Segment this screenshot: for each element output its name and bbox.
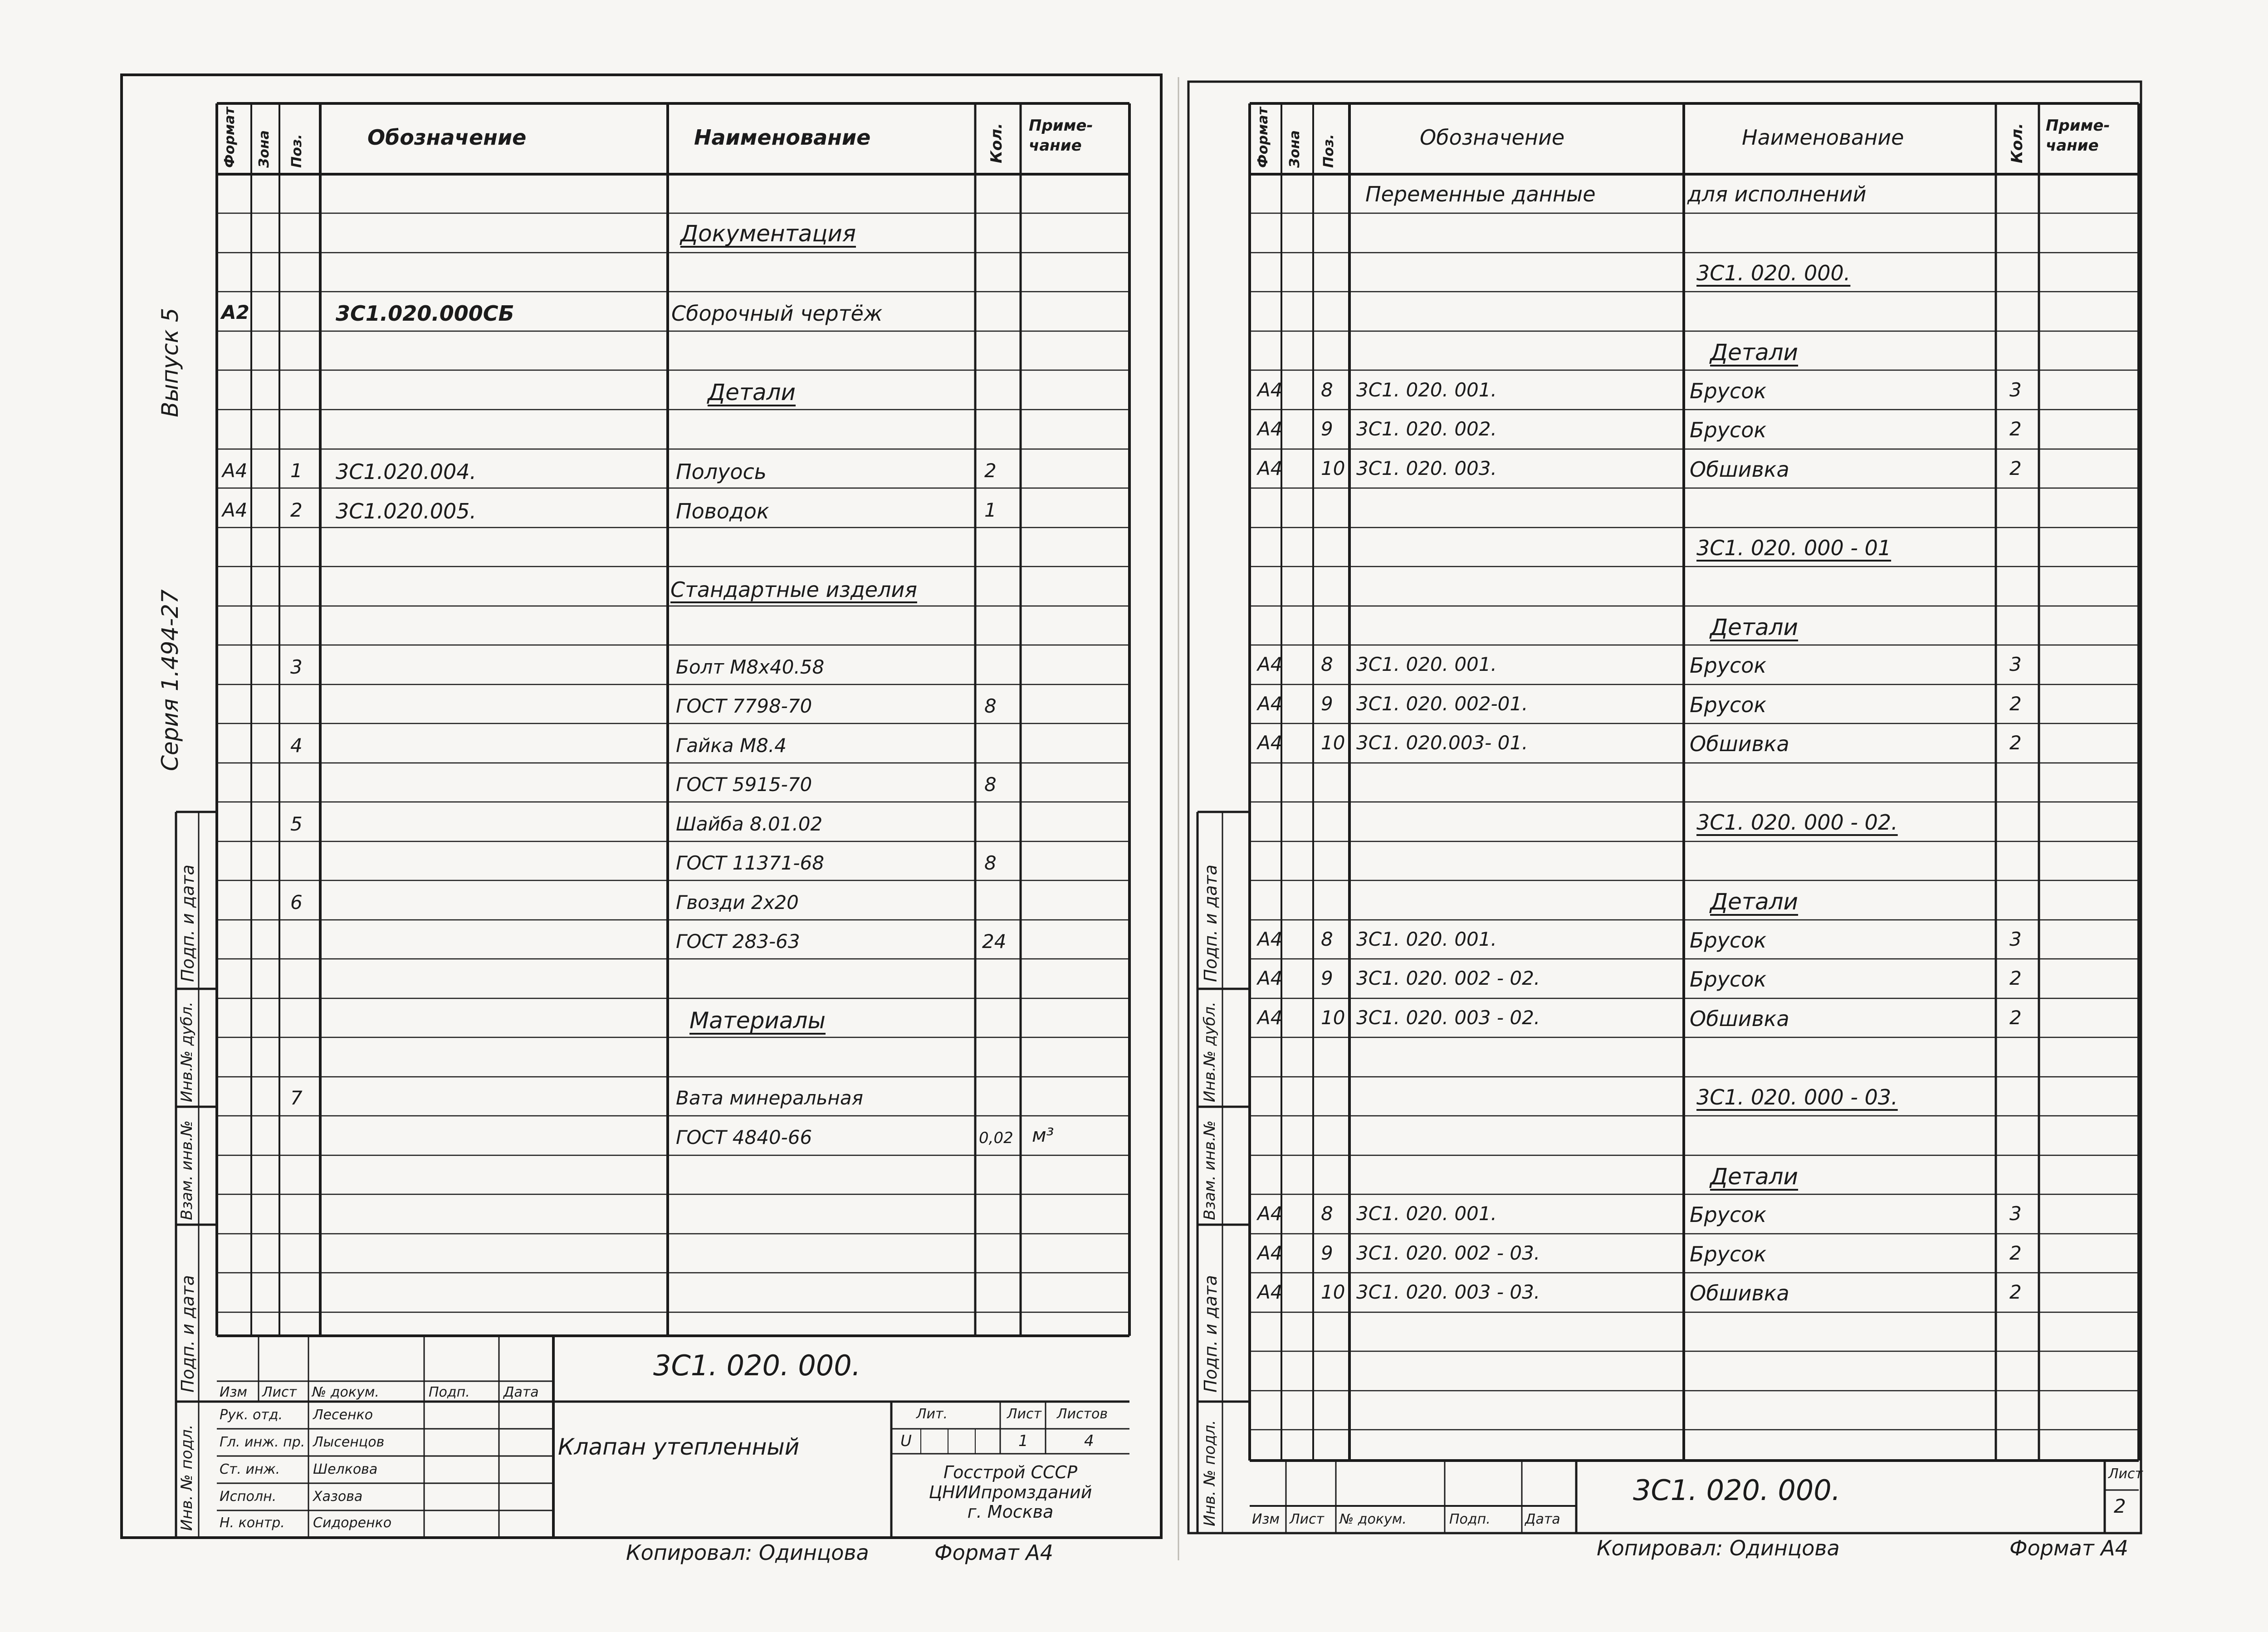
right-group-3-row-1-pos: 8: [1321, 928, 1333, 950]
left-sign-4-name: Хазова: [313, 1489, 363, 1505]
left-std-7-pos: 6: [290, 891, 303, 914]
right-group-3-row-3-pos: 10: [1321, 1006, 1345, 1029]
right-group-2-row-2-pos: 9: [1321, 692, 1333, 715]
left-title-doc-number: 3С1. 020. 000.: [653, 1349, 861, 1382]
left-side-label-1: Подп. и дата: [178, 865, 198, 982]
left-std-2-name: ГОСТ 7798-70: [676, 695, 812, 717]
left-std-1-name: Болт М8х40.58: [676, 656, 825, 678]
left-header-note: Приме- чание: [1029, 117, 1093, 155]
right-sheet-border: [1188, 82, 2141, 1533]
left-mat-2-note: м³: [1032, 1124, 1054, 1146]
left-margin-series: Серия 1.494-27: [157, 589, 183, 771]
right-group-3-row-2-designation: 3С1. 020. 002 - 02.: [1356, 967, 1540, 989]
right-group-4-row-3-format: А4: [1257, 1281, 1283, 1303]
left-detail-2-name: Поводок: [676, 499, 769, 523]
left-std-8-qty: 24: [982, 930, 1007, 953]
left-sign-2-role: Гл. инж. пр.: [220, 1434, 305, 1450]
left-detail-2-qty: 1: [984, 499, 997, 521]
right-group-1-section: Детали: [1710, 339, 1799, 366]
right-change-h5: Дата: [1525, 1511, 1560, 1527]
right-group-1-row-2-designation: 3С1. 020. 002.: [1356, 418, 1497, 440]
right-side-label-3: Взам. инв.№: [1201, 1120, 1219, 1220]
right-group-3-row-1-qty: 3: [2009, 928, 2022, 950]
right-group-4-row-2-format: А4: [1257, 1241, 1283, 1264]
right-group-1-row-1-qty: 3: [2009, 378, 2022, 401]
left-title-product-name: Клапан утепленный: [558, 1434, 800, 1460]
right-group-3-row-2-format: А4: [1257, 967, 1283, 989]
left-title-sheets-label: Листов: [1057, 1406, 1108, 1422]
left-std-4-qty: 8: [984, 773, 997, 796]
right-group-1-row-2-qty: 2: [2009, 418, 2022, 440]
right-group-3-title: 3С1. 020. 000 - 02.: [1696, 810, 1898, 835]
left-sign-1-name: Лесенко: [313, 1407, 373, 1423]
right-group-3-section: Детали: [1710, 889, 1799, 915]
left-sign-3-role: Ст. инж.: [220, 1461, 280, 1477]
right-group-3-row-1-designation: 3С1. 020. 001.: [1356, 928, 1497, 950]
right-group-1-row-1-format: А4: [1257, 378, 1283, 401]
left-title-sheet-value: 1: [1018, 1432, 1028, 1450]
right-group-2-row-3-pos: 10: [1321, 732, 1345, 754]
left-sign-3-name: Шелкова: [313, 1461, 378, 1477]
right-group-2-row-1-name: Брусок: [1690, 653, 1767, 678]
left-sign-5-name: Сидоренко: [313, 1515, 392, 1531]
right-group-2-row-2-qty: 2: [2009, 692, 2022, 715]
right-group-4-row-2-pos: 9: [1321, 1241, 1333, 1264]
left-header-qty: Кол.: [987, 123, 1006, 163]
left-std-2-qty: 8: [984, 695, 997, 717]
right-group-3-row-1-name: Брусок: [1690, 928, 1767, 953]
right-variable-designation: Переменные данные: [1365, 182, 1596, 206]
left-mat-1-name: Вата минеральная: [676, 1087, 863, 1109]
right-group-1-row-1-pos: 8: [1321, 378, 1333, 401]
left-doc-name: Сборочный чертёж: [671, 301, 883, 326]
left-detail-1-pos: 1: [290, 459, 303, 482]
left-header-name: Наименование: [694, 125, 871, 150]
right-header-pos: Поз.: [1321, 134, 1337, 168]
right-group-4-row-3-designation: 3С1. 020. 003 - 03.: [1356, 1281, 1540, 1303]
left-margin-issue: Выпуск 5: [157, 308, 183, 417]
right-group-3-row-3-designation: 3С1. 020. 003 - 02.: [1356, 1006, 1540, 1029]
left-std-7-name: Гвозди 2х20: [676, 891, 799, 914]
left-mat-1-pos: 7: [290, 1087, 303, 1109]
right-group-1-row-1-name: Брусок: [1690, 378, 1767, 403]
left-std-6-qty: 8: [984, 852, 997, 874]
right-change-h3: № докум.: [1339, 1511, 1407, 1527]
right-group-1-row-3-qty: 2: [2009, 457, 2022, 479]
left-doc-format: А2: [221, 301, 249, 323]
left-change-h1: Изм: [220, 1384, 248, 1400]
right-group-2-row-2-designation: 3С1. 020. 002-01.: [1356, 692, 1528, 715]
left-std-5-name: Шайба 8.01.02: [676, 813, 823, 835]
right-group-4-row-3-qty: 2: [2009, 1281, 2022, 1303]
left-std-8-name: ГОСТ 283-63: [676, 930, 800, 953]
right-title-doc-number: 3С1. 020. 000.: [1633, 1474, 1841, 1507]
left-header-format: Формат: [222, 107, 238, 168]
right-header-name: Наименование: [1742, 125, 1904, 150]
left-std-4-name: ГОСТ 5915-70: [676, 773, 812, 796]
left-doc-designation: 3С1.020.000СБ: [336, 301, 514, 326]
left-std-1-pos: 3: [290, 656, 303, 678]
right-group-4-title: 3С1. 020. 000 - 03.: [1696, 1085, 1898, 1109]
right-side-label-1: Подп. и дата: [1201, 865, 1221, 982]
left-std-6-name: ГОСТ 11371-68: [676, 852, 824, 874]
left-side-label-3: Взам. инв.№: [178, 1120, 196, 1220]
right-group-4-row-1-qty: 3: [2009, 1202, 2022, 1225]
left-sign-5-role: Н. контр.: [220, 1515, 285, 1531]
right-group-1-title: 3С1. 020. 000.: [1696, 261, 1851, 285]
left-std-5-pos: 5: [290, 813, 303, 835]
right-group-1-row-2-format: А4: [1257, 418, 1283, 440]
left-std-3-name: Гайка М8.4: [676, 734, 787, 757]
left-section-materials: Материалы: [689, 1007, 826, 1034]
right-group-3-row-2-name: Брусок: [1690, 967, 1767, 992]
right-group-2-row-1-format: А4: [1257, 653, 1283, 675]
right-group-2-row-3-designation: 3С1. 020.003- 01.: [1356, 732, 1528, 754]
right-group-3-row-1-format: А4: [1257, 928, 1283, 950]
right-title-sheet-value: 2: [2114, 1495, 2126, 1517]
left-footer-format: Формат А4: [934, 1540, 1053, 1565]
right-group-2-row-2-name: Брусок: [1690, 692, 1767, 717]
left-side-label-5: Инв. № подл.: [178, 1424, 196, 1531]
left-header-designation: Обозначение: [367, 125, 527, 150]
right-group-4-row-3-name: Обшивка: [1690, 1281, 1789, 1305]
left-header-pos: Поз.: [289, 134, 305, 168]
right-group-2-row-2-format: А4: [1257, 692, 1283, 715]
left-detail-1-designation: 3С1.020.004.: [336, 459, 477, 484]
right-group-1-row-3-pos: 10: [1321, 457, 1345, 479]
left-detail-1-name: Полуось: [676, 459, 767, 484]
right-group-3-row-2-qty: 2: [2009, 967, 2022, 989]
right-group-2-row-1-pos: 8: [1321, 653, 1333, 675]
right-side-label-2: Инв.№ дубл.: [1201, 1002, 1219, 1102]
right-group-3-row-2-pos: 9: [1321, 967, 1333, 989]
right-group-2-row-3-format: А4: [1257, 732, 1283, 754]
right-group-2-row-3-qty: 2: [2009, 732, 2022, 754]
right-group-4-section: Детали: [1710, 1163, 1799, 1190]
right-group-3-row-3-name: Обшивка: [1690, 1006, 1789, 1031]
left-title-organization: Госстрой СССР ЦНИИпромзданий г. Москва: [929, 1462, 1092, 1522]
right-change-h4: Подп.: [1449, 1511, 1491, 1527]
left-title-lit-label: Лит.: [916, 1406, 948, 1422]
left-change-h5: Дата: [503, 1384, 539, 1400]
right-group-1-row-3-designation: 3С1. 020. 003.: [1356, 457, 1497, 479]
left-side-label-4: Подп. и дата: [178, 1275, 198, 1393]
right-group-2-row-3-name: Обшивка: [1690, 732, 1789, 756]
right-header-format: Формат: [1255, 107, 1271, 168]
right-header-qty: Кол.: [2008, 123, 2026, 163]
right-group-4-row-1-designation: 3С1. 020. 001.: [1356, 1202, 1497, 1225]
right-group-3-row-3-format: А4: [1257, 1006, 1283, 1029]
left-detail-2-format: А4: [222, 499, 248, 521]
left-title-lit-value: U: [900, 1432, 912, 1450]
left-detail-2-designation: 3С1.020.005.: [336, 499, 477, 523]
left-sign-2-name: Лысенцов: [313, 1434, 385, 1450]
left-sheet-border: [122, 75, 1161, 1538]
left-mat-2-name: ГОСТ 4840-66: [676, 1126, 812, 1148]
left-section-details: Детали: [708, 379, 796, 406]
right-header-designation: Обозначение: [1420, 125, 1565, 150]
left-detail-2-pos: 2: [290, 499, 303, 521]
left-detail-1-format: А4: [222, 459, 248, 482]
right-group-1-row-3-format: А4: [1257, 457, 1283, 479]
right-group-1-row-2-pos: 9: [1321, 418, 1333, 440]
left-sign-4-role: Исполн.: [220, 1489, 277, 1505]
right-header-zone: Зона: [1287, 130, 1303, 168]
right-group-1-row-2-name: Брусок: [1690, 418, 1767, 442]
right-group-4-row-1-format: А4: [1257, 1202, 1283, 1225]
left-change-h4: Подп.: [429, 1384, 470, 1400]
right-group-3-row-3-qty: 2: [2009, 1006, 2022, 1029]
right-group-4-row-2-name: Брусок: [1690, 1241, 1767, 1266]
left-title-sheet-label: Лист: [1007, 1406, 1042, 1422]
right-footer-copied: Копировал: Одинцова: [1597, 1536, 1840, 1560]
left-change-h3: № докум.: [312, 1384, 379, 1400]
right-group-1-row-1-designation: 3С1. 020. 001.: [1356, 378, 1497, 401]
right-group-4-row-1-pos: 8: [1321, 1202, 1333, 1225]
right-group-4-row-3-pos: 10: [1321, 1281, 1345, 1303]
left-header-zone: Зона: [256, 130, 272, 168]
right-change-h1: Изм: [1252, 1511, 1280, 1527]
right-group-1-row-3-name: Обшивка: [1690, 457, 1789, 482]
right-header-note: Приме- чание: [2046, 117, 2110, 155]
right-group-2-row-1-qty: 3: [2009, 653, 2022, 675]
left-section-documentation: Документация: [680, 220, 856, 247]
right-group-2-row-1-designation: 3С1. 020. 001.: [1356, 653, 1497, 675]
left-side-label-2: Инв.№ дубл.: [178, 1002, 196, 1102]
right-side-label-4: Подп. и дата: [1201, 1275, 1221, 1393]
right-group-2-title: 3С1. 020. 000 - 01: [1696, 535, 1892, 560]
right-footer-format: Формат А4: [2009, 1536, 2128, 1560]
left-section-standard: Стандартные изделия: [670, 577, 917, 602]
left-detail-1-qty: 2: [984, 459, 997, 482]
right-change-h2: Лист: [1290, 1511, 1325, 1527]
right-side-label-5: Инв. № подл.: [1201, 1420, 1219, 1526]
right-group-4-row-2-designation: 3С1. 020. 002 - 03.: [1356, 1241, 1540, 1264]
left-mat-2-qty: 0,02: [979, 1129, 1013, 1147]
left-title-sheets-value: 4: [1084, 1432, 1094, 1450]
right-variable-name: для исполнений: [1687, 182, 1867, 206]
left-sign-1-role: Рук. отд.: [220, 1407, 283, 1423]
left-change-h2: Лист: [262, 1384, 297, 1400]
left-footer-copied: Копировал: Одинцова: [626, 1540, 869, 1565]
right-title-sheet-label: Лист: [2108, 1466, 2143, 1482]
right-group-4-row-2-qty: 2: [2009, 1241, 2022, 1264]
right-group-2-section: Детали: [1710, 614, 1799, 640]
right-group-4-row-1-name: Брусок: [1690, 1202, 1767, 1227]
left-std-3-pos: 4: [290, 734, 303, 757]
